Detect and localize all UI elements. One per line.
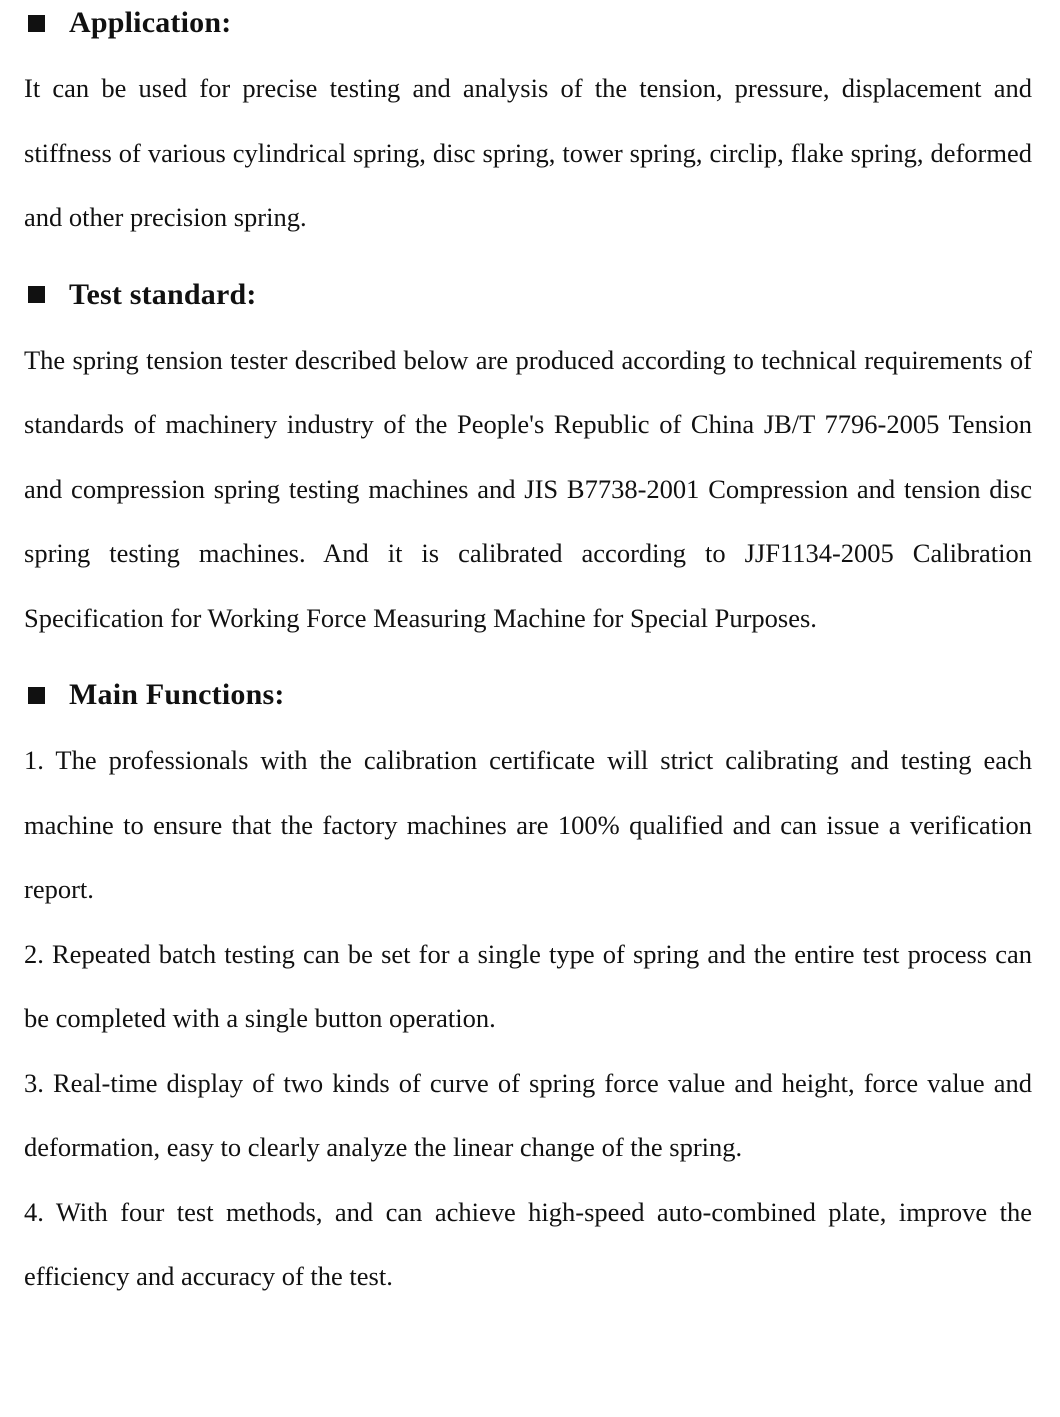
section-title: Test standard: bbox=[69, 277, 257, 311]
square-bullet-icon bbox=[28, 687, 45, 704]
function-item-2: 2. Repeated batch testing can be set for a single type of spring and the entire test process can be completed with a single button operation. bbox=[24, 938, 1032, 1033]
square-bullet-icon bbox=[28, 15, 45, 32]
section-heading-application bbox=[24, 0, 1032, 46]
application-paragraph: It can be used for precise testing and analysis of the tension, pressure, displacement and stiffness of various cylindrical spring, disc spring, tower spring, circlip, flake spring, deformed and other precision spring. bbox=[24, 73, 1032, 232]
section-heading-main-functions bbox=[24, 672, 1032, 718]
document-page bbox=[24, 0, 1032, 1309]
function-item-1: 1. The professionals with the calibration certificate will strict calibrating and testing each machine to ensure that the factory machines are 100% qualified and can issue a verification report. bbox=[24, 745, 1032, 904]
test-standard-paragraph: The spring tension tester described below are produced according to technical requirements of standards of machinery industry of the People's Republic of China JB/T 7796-2005 Tension and compression spring testing machines and JIS B7738-2001 Compression and tension disc spring testing machines. And it is calibrated according to JJF1134-2005 Calibration Specification for Working Force Measuring Machine for Special Purposes. bbox=[24, 344, 1032, 633]
function-item-3: 3. Real-time display of two kinds of curve of spring force value and height, force value and deformation, easy to clearly analyze the linear change of the spring. bbox=[24, 1067, 1032, 1162]
section-title: Application: bbox=[69, 6, 232, 39]
section-title: Main Functions: bbox=[69, 678, 285, 711]
section-heading-test-standard bbox=[24, 272, 1032, 318]
square-bullet-icon bbox=[28, 286, 45, 303]
function-item-4: 4. With four test methods, and can achieve high-speed auto-combined plate, improve the efficiency and accuracy of the test. bbox=[24, 1196, 1032, 1291]
